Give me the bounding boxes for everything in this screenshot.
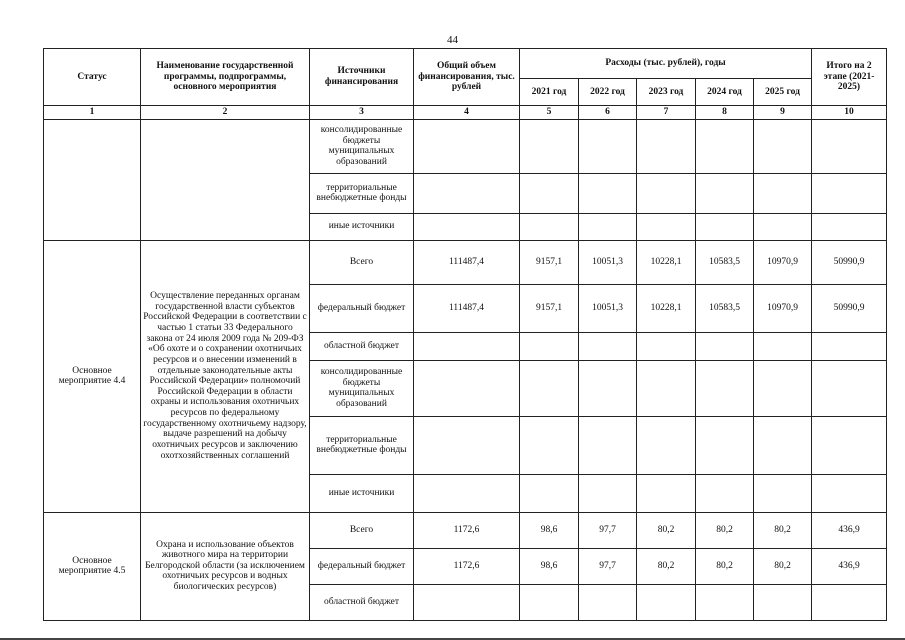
program-name-cell: Охрана и использование объектов животного мира на территории Белгородской области (за исключением охотничьих ресурсов и водных биологических ресурсов) [141,512,310,620]
column-number: 5 [520,106,579,120]
program-name-cell: Осуществление переданных органам государственной власти субъектов Российской Федерации в соответствии с частью 1 статьи 33 Федерального закона от 24 июля 2009 года № 209-ФЗ «Об охоте и о сохранении охотничьих ресурсов и о внесении изменений в отдельные законодательные акты Российской Федерации» полномочий Российской Федерации в области охраны и использования охотничьих ресурсов по федеральному государственному охотничьему надзору, выдаче разрешений на добычу охотничьих ресурсов и заключению охотхозяйственных соглашений [141,240,310,512]
column-number: 3 [310,106,414,120]
header-year: 2023 год [637,79,696,106]
total-value: 111487,4 [414,284,520,332]
status-cell: Основное мероприятие 4.4 [44,240,141,512]
header-program: Наименование государственной программы, подпрограммы, основного мероприятия [141,49,310,106]
total-value: 1172,6 [414,548,520,584]
column-number: 2 [141,106,310,120]
source-cell: областной бюджет [310,332,414,360]
year-value: 80,2 [754,512,812,548]
page-number: 44 [447,34,458,46]
column-number: 1 [44,106,141,120]
column-number: 7 [637,106,696,120]
source-cell: иные источники [310,213,414,240]
year-value: 10051,3 [579,284,637,332]
year-value: 10970,9 [754,284,812,332]
source-cell: Всего [310,240,414,284]
result-value: 50990,9 [812,240,887,284]
total-value: 1172,6 [414,512,520,548]
header-year: 2021 год [520,79,579,106]
source-cell: иные источники [310,474,414,512]
year-value: 97,7 [579,548,637,584]
source-cell: территориальные внебюджетные фонды [310,416,414,474]
source-cell: консолидированные бюджеты муниципальных образований [310,360,414,416]
total-value: 111487,4 [414,240,520,284]
column-number: 10 [812,106,887,120]
source-cell: консолидированные бюджеты муниципальных образований [310,119,414,173]
column-number: 8 [696,106,754,120]
result-value: 50990,9 [812,284,887,332]
result-value: 436,9 [812,548,887,584]
year-value: 9157,1 [520,284,579,332]
year-value: 80,2 [754,548,812,584]
year-value: 80,2 [696,548,754,584]
source-cell: Всего [310,512,414,548]
source-cell: федеральный бюджет [310,548,414,584]
year-value: 10228,1 [637,284,696,332]
header-total: Общий объем финансирования, тыс. рублей [414,49,520,106]
header-expenses: Расходы (тыс. рублей), годы [520,49,812,79]
year-value: 10583,5 [696,240,754,284]
header-year: 2025 год [754,79,812,106]
year-value: 97,7 [579,512,637,548]
status-cell [44,119,141,240]
year-value: 98,6 [520,548,579,584]
column-number: 4 [414,106,520,120]
year-value: 9157,1 [520,240,579,284]
status-cell: Основное мероприятие 4.5 [44,512,141,620]
header-sources: Источники финансирования [310,49,414,106]
source-cell: территориальные внебюджетные фонды [310,173,414,213]
year-value: 80,2 [637,512,696,548]
source-cell: федеральный бюджет [310,284,414,332]
header-status: Статус [44,49,141,106]
header-year: 2022 год [579,79,637,106]
year-value: 80,2 [696,512,754,548]
result-value: 436,9 [812,512,887,548]
budget-table [43,48,887,621]
year-value: 10970,9 [754,240,812,284]
column-number: 9 [754,106,812,120]
program-name-cell [141,119,310,240]
year-value: 10051,3 [579,240,637,284]
source-cell: областной бюджет [310,584,414,620]
year-value: 80,2 [637,548,696,584]
column-number: 6 [579,106,637,120]
year-value: 98,6 [520,512,579,548]
header-year: 2024 год [696,79,754,106]
year-value: 10583,5 [696,284,754,332]
header-result: Итого на 2 этапе (2021-2025) [812,49,887,106]
year-value: 10228,1 [637,240,696,284]
